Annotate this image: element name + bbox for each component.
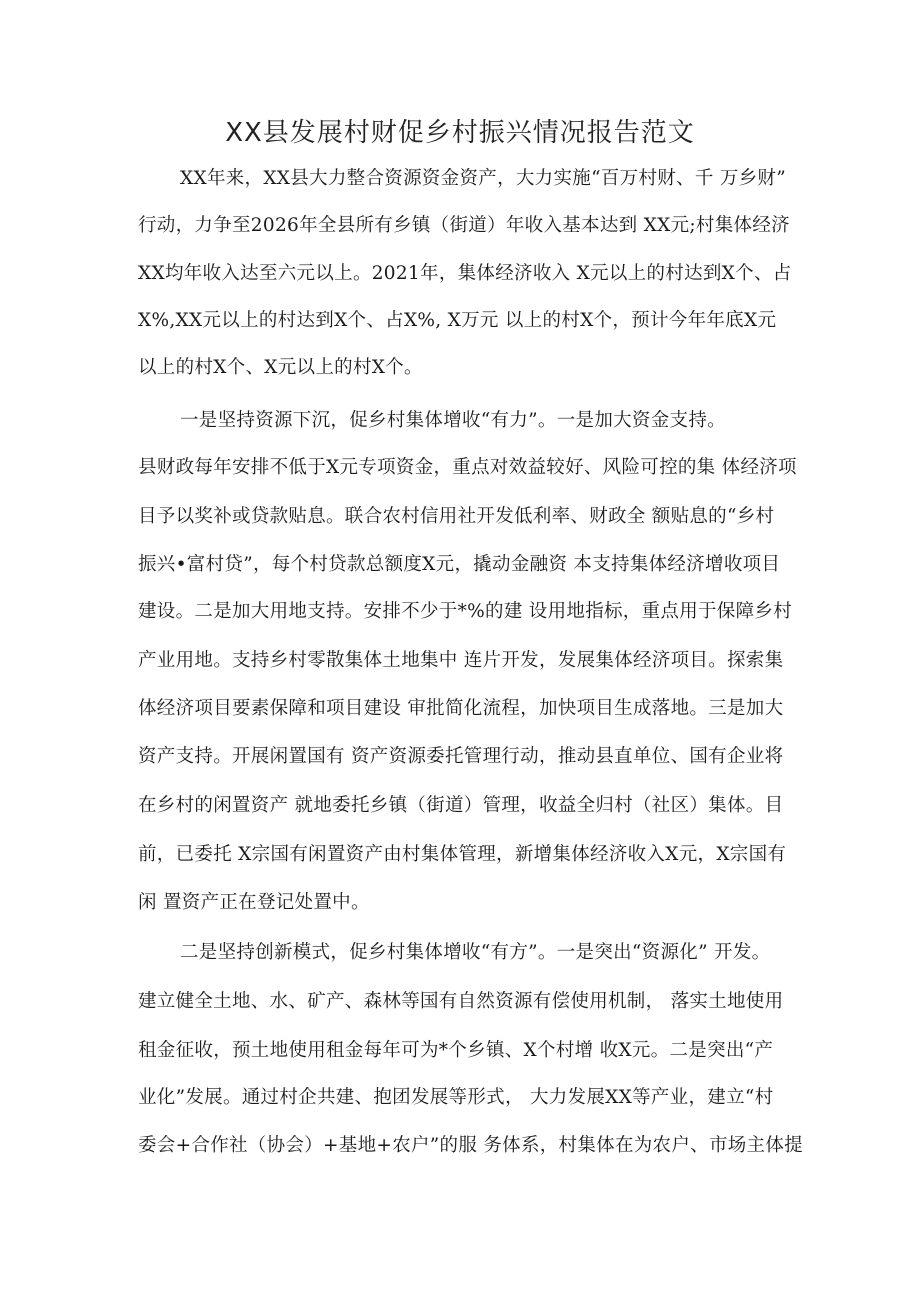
paragraph-2-line-10: 前，已委托 X宗国有闲置资产由村集体管理，新增集体经济收入X元，X宗国有 <box>138 844 787 865</box>
paragraph-2-line-11: 闲 置资产正在登记处置中。 <box>138 892 370 913</box>
paragraph-3-line-4: 业化”发展。通过村企共建、抱团发展等形式， 大力发展XX等产业，建立“村 <box>138 1087 774 1108</box>
paragraph-1-line-2: 行动，力争至2026年全县所有乡镇（街道）年收入基本达到 XX元;村集体经济 <box>138 215 790 236</box>
paragraph-2-line-2: 县财政每年安排不低于X元专项资金，重点对效益较好、风险可控的集 体经济项 <box>138 457 797 478</box>
paragraph-3-line-2: 建立健全土地、水、矿产、森林等国有自然资源有偿使用机制， 落实土地使用 <box>138 991 784 1012</box>
paragraph-2-line-1: 一是坚持资源下沉，促乡村集体增收“有力”。一是加大资金支持。 <box>180 410 726 431</box>
paragraph-2-line-8: 资产支持。开展闲置国有 资产资源委托管理行动，推动县直单位、国有企业将 <box>138 746 784 767</box>
paragraph-2-line-3: 目予以奖补或贷款贴息。联合农村信用社开发低利率、财政全 额贴息的“乡村 <box>138 506 775 527</box>
paragraph-3-line-3: 租金征收，预土地使用租金每年可为*个乡镇、X个村增 收X元。二是突出“产 <box>138 1040 774 1061</box>
paragraph-1-line-5: 以上的村X个、X元以上的村X个。 <box>138 357 423 378</box>
paragraph-1-line-3: XX均年收入达至六元以上。2021年，集体经济收入 X元以上的村达到X个、占 <box>138 263 792 284</box>
paragraph-3-line-5: 委会+合作社（协会）+基地+农户”的服 务体系，村集体在为农户、市场主体提 <box>138 1135 803 1156</box>
paragraph-2-line-7: 体经济项目要素保障和项目建设 审批简化流程，加快项目生成落地。三是加大 <box>138 698 784 719</box>
paragraph-1-line-4: X%,XX元以上的村达到X个、占X%, X万元 以上的村X个，预计今年年底X元 <box>138 310 777 331</box>
paragraph-2-line-5: 建设。二是加大用地支持。安排不少于*%的建 设用地指标，重点用于保障乡村 <box>138 601 793 622</box>
paragraph-3-line-1: 二是坚持创新模式，促乡村集体增收“有方”。一是突出“资源化” 开发。 <box>180 942 771 963</box>
document-title: XX县发展村财促乡村振兴情况报告范文 <box>225 118 695 148</box>
paragraph-1-line-1: XX年来，XX县大力整合资源资金资产，大力实施“百万村财、千 万乡财” <box>180 168 786 189</box>
paragraph-2-line-4: 振兴•富村贷”，每个村贷款总额度X元，撬动金融资 本支持集体经济增收项目 <box>138 554 781 575</box>
paragraph-2-line-6: 产业用地。支持乡村零散集体土地集中 连片开发，发展集体经济项目。探索集 <box>138 650 784 671</box>
paragraph-2-line-9: 在乡村的闲置资产 就地委托乡镇（街道）管理，收益全归村（社区）集体。目 <box>138 795 784 816</box>
